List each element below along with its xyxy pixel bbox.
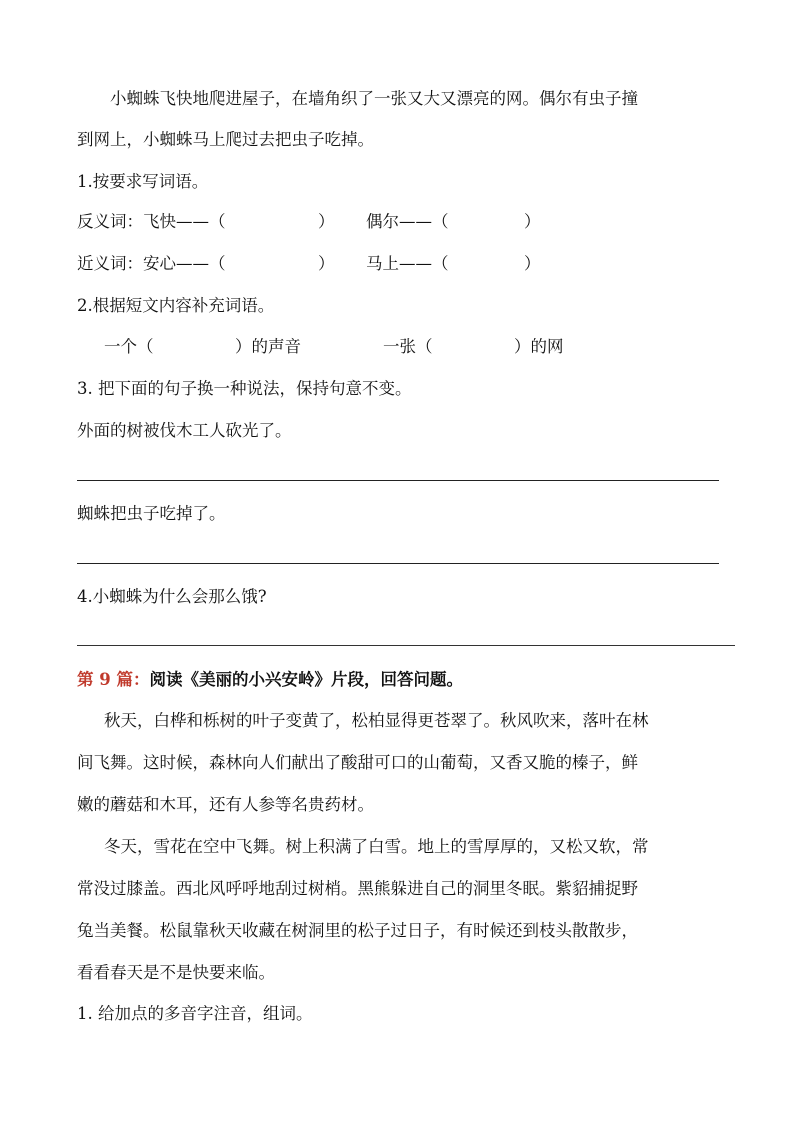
passage9-p1-line-3: 嫩的蘑菇和木耳，还有人参等名贵药材。 <box>77 795 374 814</box>
passage9-p1-line-2: 间飞舞。这时候，森林向人们献出了酸甜可口的山葡萄，又香又脆的榛子，鲜 <box>77 753 638 772</box>
q2-item2-close: ）的网 <box>514 337 564 356</box>
q3-sentence-2: 蜘蛛把虫子吃掉了。 <box>77 504 226 523</box>
q3-sentence-1: 外面的树被伐木工人砍光了。 <box>77 421 292 440</box>
q1-antonym2-close: ） <box>524 212 541 231</box>
q1-synonym2-close: ） <box>524 254 541 273</box>
passage9-p2-line-4: 看看春天是不是快要来临。 <box>77 963 275 982</box>
q2-item2-open: 一张（ <box>383 337 433 356</box>
passage9-heading-number: 第 9 篇： <box>77 670 150 689</box>
q2-item1-close: ）的声音 <box>235 337 301 356</box>
q3-answer-line-2 <box>77 563 719 564</box>
passage8-line-1: 小蜘蛛飞快地爬进屋子，在墙角织了一张又大又漂亮的网。偶尔有虫子撞 <box>110 89 638 108</box>
passage9-heading <box>77 669 463 691</box>
passage9-p1-line-1: 秋天，白桦和栎树的叶子变黄了，松柏显得更苍翠了。秋风吹来，落叶在林 <box>104 711 649 730</box>
q1-synonym2-label: 马上——（ <box>366 254 449 273</box>
q4-answer-line <box>77 645 735 646</box>
passage9-p2-line-2: 常没过膝盖。西北风呼呼地刮过树梢。黑熊躲进自己的洞里冬眠。紫貂捕捉野 <box>77 879 638 898</box>
q1-antonym2-label: 偶尔——（ <box>366 212 449 231</box>
q2-title: 2.根据短文内容补充词语。 <box>77 296 275 315</box>
passage9-p2-line-1: 冬天，雪花在空中飞舞。树上积满了白雪。地上的雪厚厚的，又松又软，常 <box>104 837 649 856</box>
q1-synonym-label: 近义词：安心——（ <box>77 254 226 273</box>
q1-title: 1.按要求写词语。 <box>77 172 209 191</box>
passage8-line-2: 到网上，小蜘蛛马上爬过去把虫子吃掉。 <box>77 130 374 149</box>
q1-antonym-close: ） <box>318 212 335 231</box>
q3-answer-line-1 <box>77 480 719 481</box>
q1-antonym-label: 反义词：飞快——（ <box>77 212 226 231</box>
passage9-heading-text: 阅读《美丽的小兴安岭》片段，回答问题。 <box>149 670 463 689</box>
passage9-p2-line-3: 兔当美餐。松鼠靠秋天收藏在树洞里的松子过日子，有时候还到枝头散散步， <box>77 921 638 940</box>
q4-title: 4.小蜘蛛为什么会那么饿? <box>77 587 267 606</box>
p9-q1-title: 1. 给加点的多音字注音，组词。 <box>77 1004 313 1023</box>
q1-synonym-close: ） <box>318 254 335 273</box>
q3-title: 3. 把下面的句子换一种说法，保持句意不变。 <box>77 379 412 398</box>
q2-item1-open: 一个（ <box>104 337 154 356</box>
